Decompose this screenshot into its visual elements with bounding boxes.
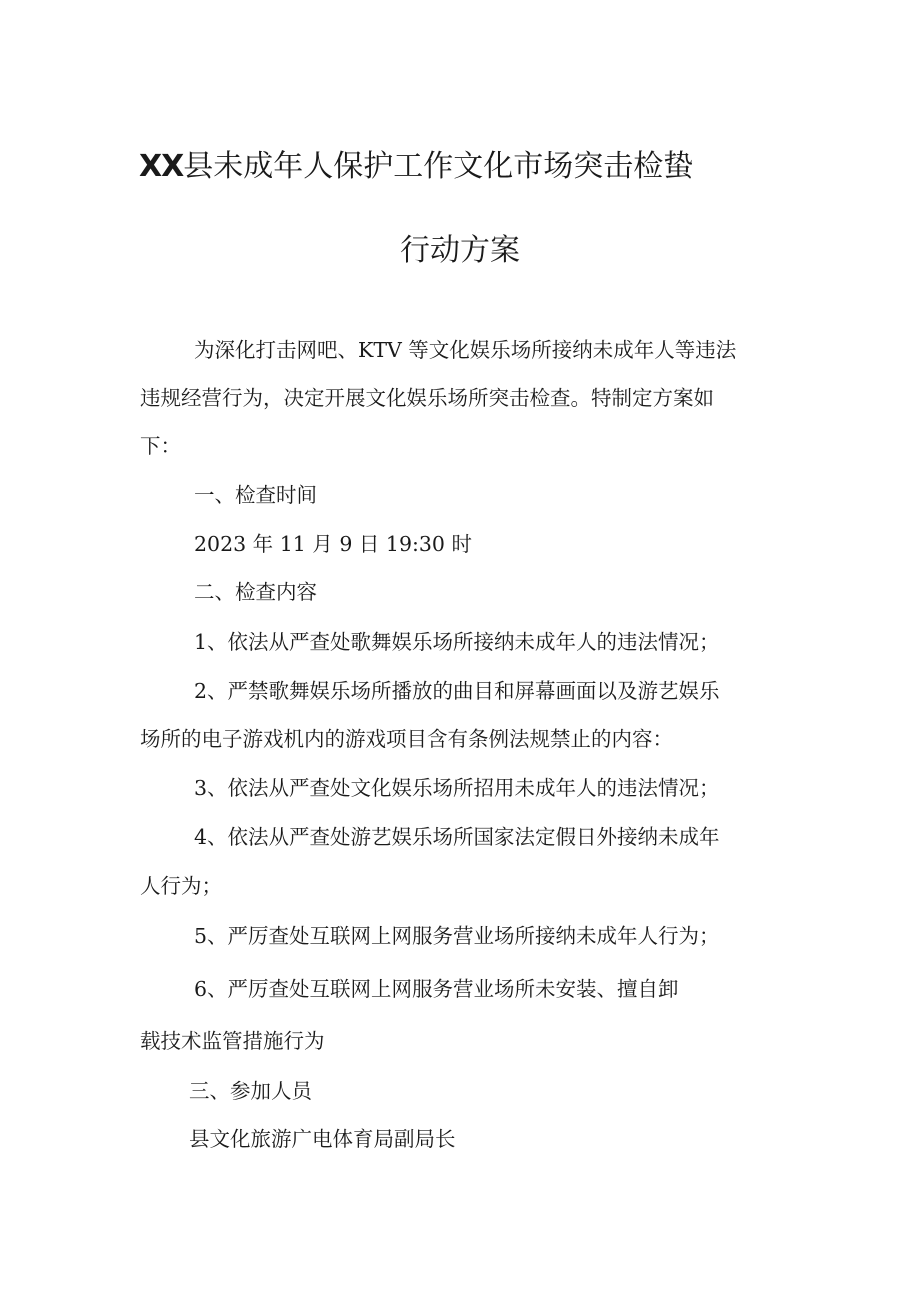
- list-item-2-line-1: 2、严禁歌舞娱乐场所播放的曲目和屏幕画面以及游艺娱乐: [194, 679, 720, 703]
- list-item-4-line-1: 4、依法从严查处游艺娱乐场所国家法定假日外接纳未成年: [194, 825, 720, 849]
- document-title-line-2: 行动方案: [400, 233, 520, 268]
- section-3-person: 县文化旅游广电体育局副局长: [189, 1127, 456, 1151]
- section-2-heading: 二、检查内容: [194, 580, 317, 604]
- title-line-1-text: 县未成年人保护工作文化市场突击检蛰: [183, 149, 694, 184]
- title-prefix: XX: [139, 149, 184, 184]
- section-1-time: 2023 年 11 月 9 日 19:30 时: [194, 532, 472, 556]
- document-title-line-1: [139, 141, 693, 185]
- list-item-6-line-2: 载技术监管措施行为: [140, 1029, 325, 1053]
- list-item-4-line-2: 人行为；: [140, 874, 222, 898]
- list-item-2-line-2: 场所的电子游戏机内的游戏项目含有条例法规禁止的内容：: [140, 727, 673, 751]
- intro-paragraph-line-3: 下：: [140, 434, 181, 458]
- list-item-5: 5、严厉查处互联网上网服务营业场所接纳未成年人行为；: [194, 924, 720, 948]
- section-3-heading: 三、参加人员: [189, 1079, 312, 1103]
- intro-paragraph-line-1: 为深化打击网吧、KTV 等文化娱乐场所接纳未成年人等违法: [194, 338, 737, 362]
- list-item-1: 1、依法从严查处歌舞娱乐场所接纳未成年人的违法情况；: [194, 630, 720, 654]
- section-1-heading: 一、检查时间: [194, 483, 317, 507]
- list-item-6-line-1: 6、严厉查处互联网上网服务营业场所未安装、擅自卸: [194, 977, 679, 1001]
- intro-paragraph-line-2: 违规经营行为，决定开展文化娱乐场所突击检查。特制定方案如: [140, 386, 714, 410]
- list-item-3: 3、依法从严查处文化娱乐场所招用未成年人的违法情况；: [194, 776, 720, 800]
